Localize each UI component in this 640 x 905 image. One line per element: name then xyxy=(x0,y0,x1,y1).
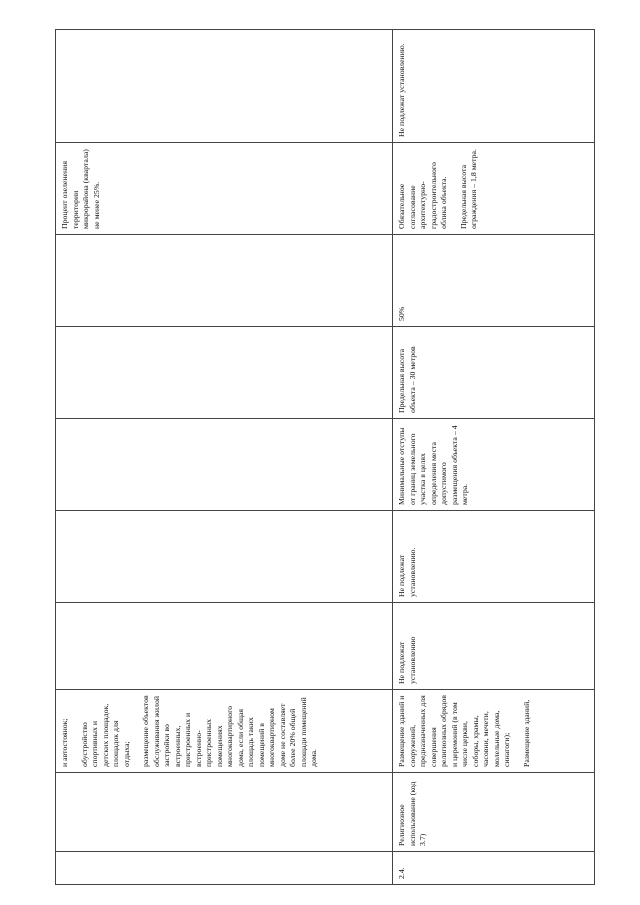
description-paragraph: размещение объектов обслуживания жилой застройки во встроенных, пристроенных и встроенно-пристроенных помещениях многоквартирного дома, если общая площадь таких помещений в многоквартирном доме не составляет более 20% общей площади помещений дома. xyxy=(141,695,319,767)
cell-coverage-percent: 50% xyxy=(393,235,595,327)
cell-name xyxy=(56,773,393,852)
cell-col4: Не подлежат установлению xyxy=(393,603,595,690)
table-row-continuation xyxy=(56,30,393,885)
description-paragraph: и автостоянок; xyxy=(60,718,69,767)
cell-max-height: Предельная высота объекта – 30 метров xyxy=(393,327,595,419)
cell-col7 xyxy=(56,327,393,419)
description-paragraph: обустройство спортивных и детских площадок, площадок для отдыха; xyxy=(79,703,131,767)
cell-name: Религиозное использование (код 3.7) xyxy=(393,773,595,852)
table-row-2-4 xyxy=(393,30,595,885)
cell-setback: Минимальные отступы от границ земельного участка в целях определения места допустимого размещения объекта – 4 метра. xyxy=(393,419,595,511)
description-paragraph: Размещение зданий, xyxy=(521,699,531,767)
cell-col10 xyxy=(56,30,393,143)
rotated-page xyxy=(55,30,594,885)
cell-description xyxy=(393,690,595,773)
cell-col10: Не подлежат установлению. xyxy=(393,30,595,143)
cell-description xyxy=(56,690,393,773)
cell-greening-percent: Процент озеленения территории микрорайона (квартала) не менее 25%. xyxy=(56,143,393,235)
cell-col5: Не подлежат установлению. xyxy=(393,511,595,603)
cell-col5 xyxy=(56,511,393,603)
cell-number xyxy=(56,852,393,885)
requirements-paragraph: Предельная высота ограждения – 1,8 метра. xyxy=(458,149,479,229)
cell-col6 xyxy=(56,419,393,511)
cell-col8 xyxy=(56,235,393,327)
requirements-paragraph: Обязательное согласование архитектурно-градостроительного облика объекта. xyxy=(397,162,449,229)
zoning-regulations-table xyxy=(55,29,595,885)
cell-col4 xyxy=(56,603,393,690)
description-paragraph: Размещение зданий и сооружений, предназначенных для совершения религиозных обрядов и церемоний (в том числе церкви, соборы, храмы, часовни, мечети, молельные дома, синагоги); xyxy=(397,695,512,767)
cell-requirements xyxy=(393,143,595,235)
cell-number: 2.4. xyxy=(393,852,595,885)
